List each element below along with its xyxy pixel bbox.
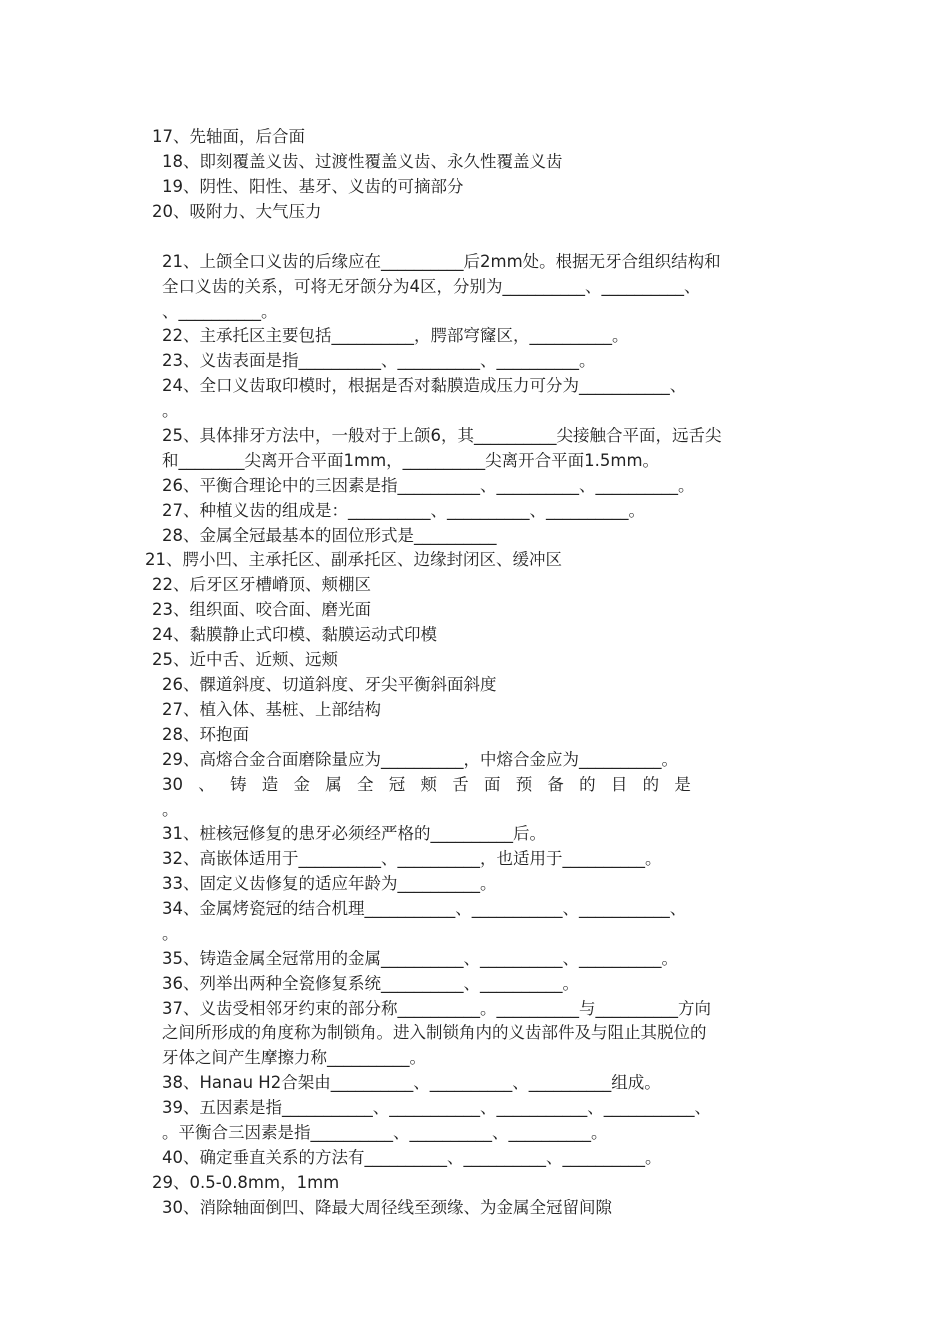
question-40: 40、确定垂直关系的方法有__________、__________、__________。: [162, 1148, 662, 1167]
question-27: 27、种植义齿的组成是：__________、__________、__________。: [162, 501, 645, 520]
answer-23: 23、组织面、咬合面、磨光面: [152, 600, 371, 619]
question-33: 33、固定义齿修复的适应年龄为__________。: [162, 874, 497, 893]
question-32: 32、高嵌体适用于__________、__________，也适用于__________。: [162, 849, 662, 868]
question-21-line-1: 21、上颌全口义齿的后缘应在__________后2mm处。根据无牙合组织结构和: [162, 252, 721, 271]
answer-30: 30、消除轴面倒凹、降最大周径线至颈缘、为金属全冠留间隙: [162, 1198, 612, 1217]
answer-17: 17、先轴面，后合面: [152, 127, 305, 146]
question-34-line-1: 34、金属烤瓷冠的结合机理___________、___________、___________、: [162, 899, 687, 918]
question-28: 28、金属全冠最基本的固位形式是__________: [162, 526, 497, 545]
answer-28: 28、环抱面: [162, 725, 249, 744]
answer-25: 25、近中舌、近颊、远颊: [152, 650, 338, 669]
question-29: 29、高熔合金合面磨除量应为__________，中熔合金应为__________。: [162, 750, 678, 769]
question-25-line-2: 和________尖离开合平面1mm，__________尖离开合平面1.5mm。: [162, 451, 660, 470]
answer-22: 22、后牙区牙槽嵴顶、颊棚区: [152, 575, 371, 594]
answer-29: 29、0.5-0.8mm，1mm: [152, 1173, 340, 1192]
question-24-line-1: 24、全口义齿取印模时，根据是否对黏膜造成压力可分为___________、: [162, 376, 687, 395]
question-39-line-2: 。平衡合三因素是指__________、__________、__________。: [162, 1123, 608, 1142]
question-30-line-2: 。: [162, 800, 179, 819]
answer-19: 19、阴性、阳性、基牙、义齿的可摘部分: [162, 177, 464, 196]
question-21-line-3: 、__________。: [162, 302, 278, 321]
question-35: 35、铸造金属全冠常用的金属__________、__________、__________。: [162, 949, 678, 968]
answer-18: 18、即刻覆盖义齿、过渡性覆盖义齿、永久性覆盖义齿: [162, 152, 563, 171]
question-38: 38、Hanau H2合架由__________、__________、__________组成。: [162, 1073, 661, 1092]
question-22: 22、主承托区主要包括__________，腭部穹窿区，__________。: [162, 326, 629, 345]
answer-24: 24、黏膜静止式印模、黏膜运动式印模: [152, 625, 437, 644]
question-31: 31、桩核冠修复的患牙必须经严格的__________后。: [162, 824, 546, 843]
answer-26: 26、髁道斜度、切道斜度、牙尖平衡斜面斜度: [162, 675, 497, 694]
question-26: 26、平衡合理论中的三因素是指__________、__________、__________。: [162, 476, 695, 495]
question-23: 23、义齿表面是指__________、__________、__________。: [162, 351, 596, 370]
question-21-line-2: 全口义齿的关系，可将无牙颌分为4区，分别为__________、__________、: [162, 277, 701, 296]
question-34-line-2: 。: [162, 924, 179, 943]
question-30-line-1: 30 、 铸 造 金 属 全 冠 颊 舌 面 预 备 的 目 的 是: [162, 775, 691, 794]
question-39-line-1: 39、五因素是指___________、___________、___________、___________、: [162, 1098, 711, 1117]
question-37-line-1: 37、义齿受相邻牙约束的部分称__________。__________与__________方向: [162, 999, 711, 1018]
question-24-line-2: 。: [162, 401, 179, 420]
answer-27: 27、植入体、基桩、上部结构: [162, 700, 381, 719]
answer-20: 20、吸附力、大气压力: [152, 202, 322, 221]
question-25-line-1: 25、具体排牙方法中，一般对于上颌6，其__________尖接触合平面，远舌尖: [162, 426, 722, 445]
answer-21: 21、腭小凹、主承托区、副承托区、边缘封闭区、缓冲区: [145, 550, 562, 569]
question-37-line-2: 之间所形成的角度称为制锁角。进入制锁角内的义齿部件及与阻止其脱位的: [162, 1023, 707, 1042]
question-37-line-3: 牙体之间产生摩擦力称__________。: [162, 1048, 426, 1067]
question-36: 36、列举出两种全瓷修复系统__________、__________。: [162, 974, 579, 993]
